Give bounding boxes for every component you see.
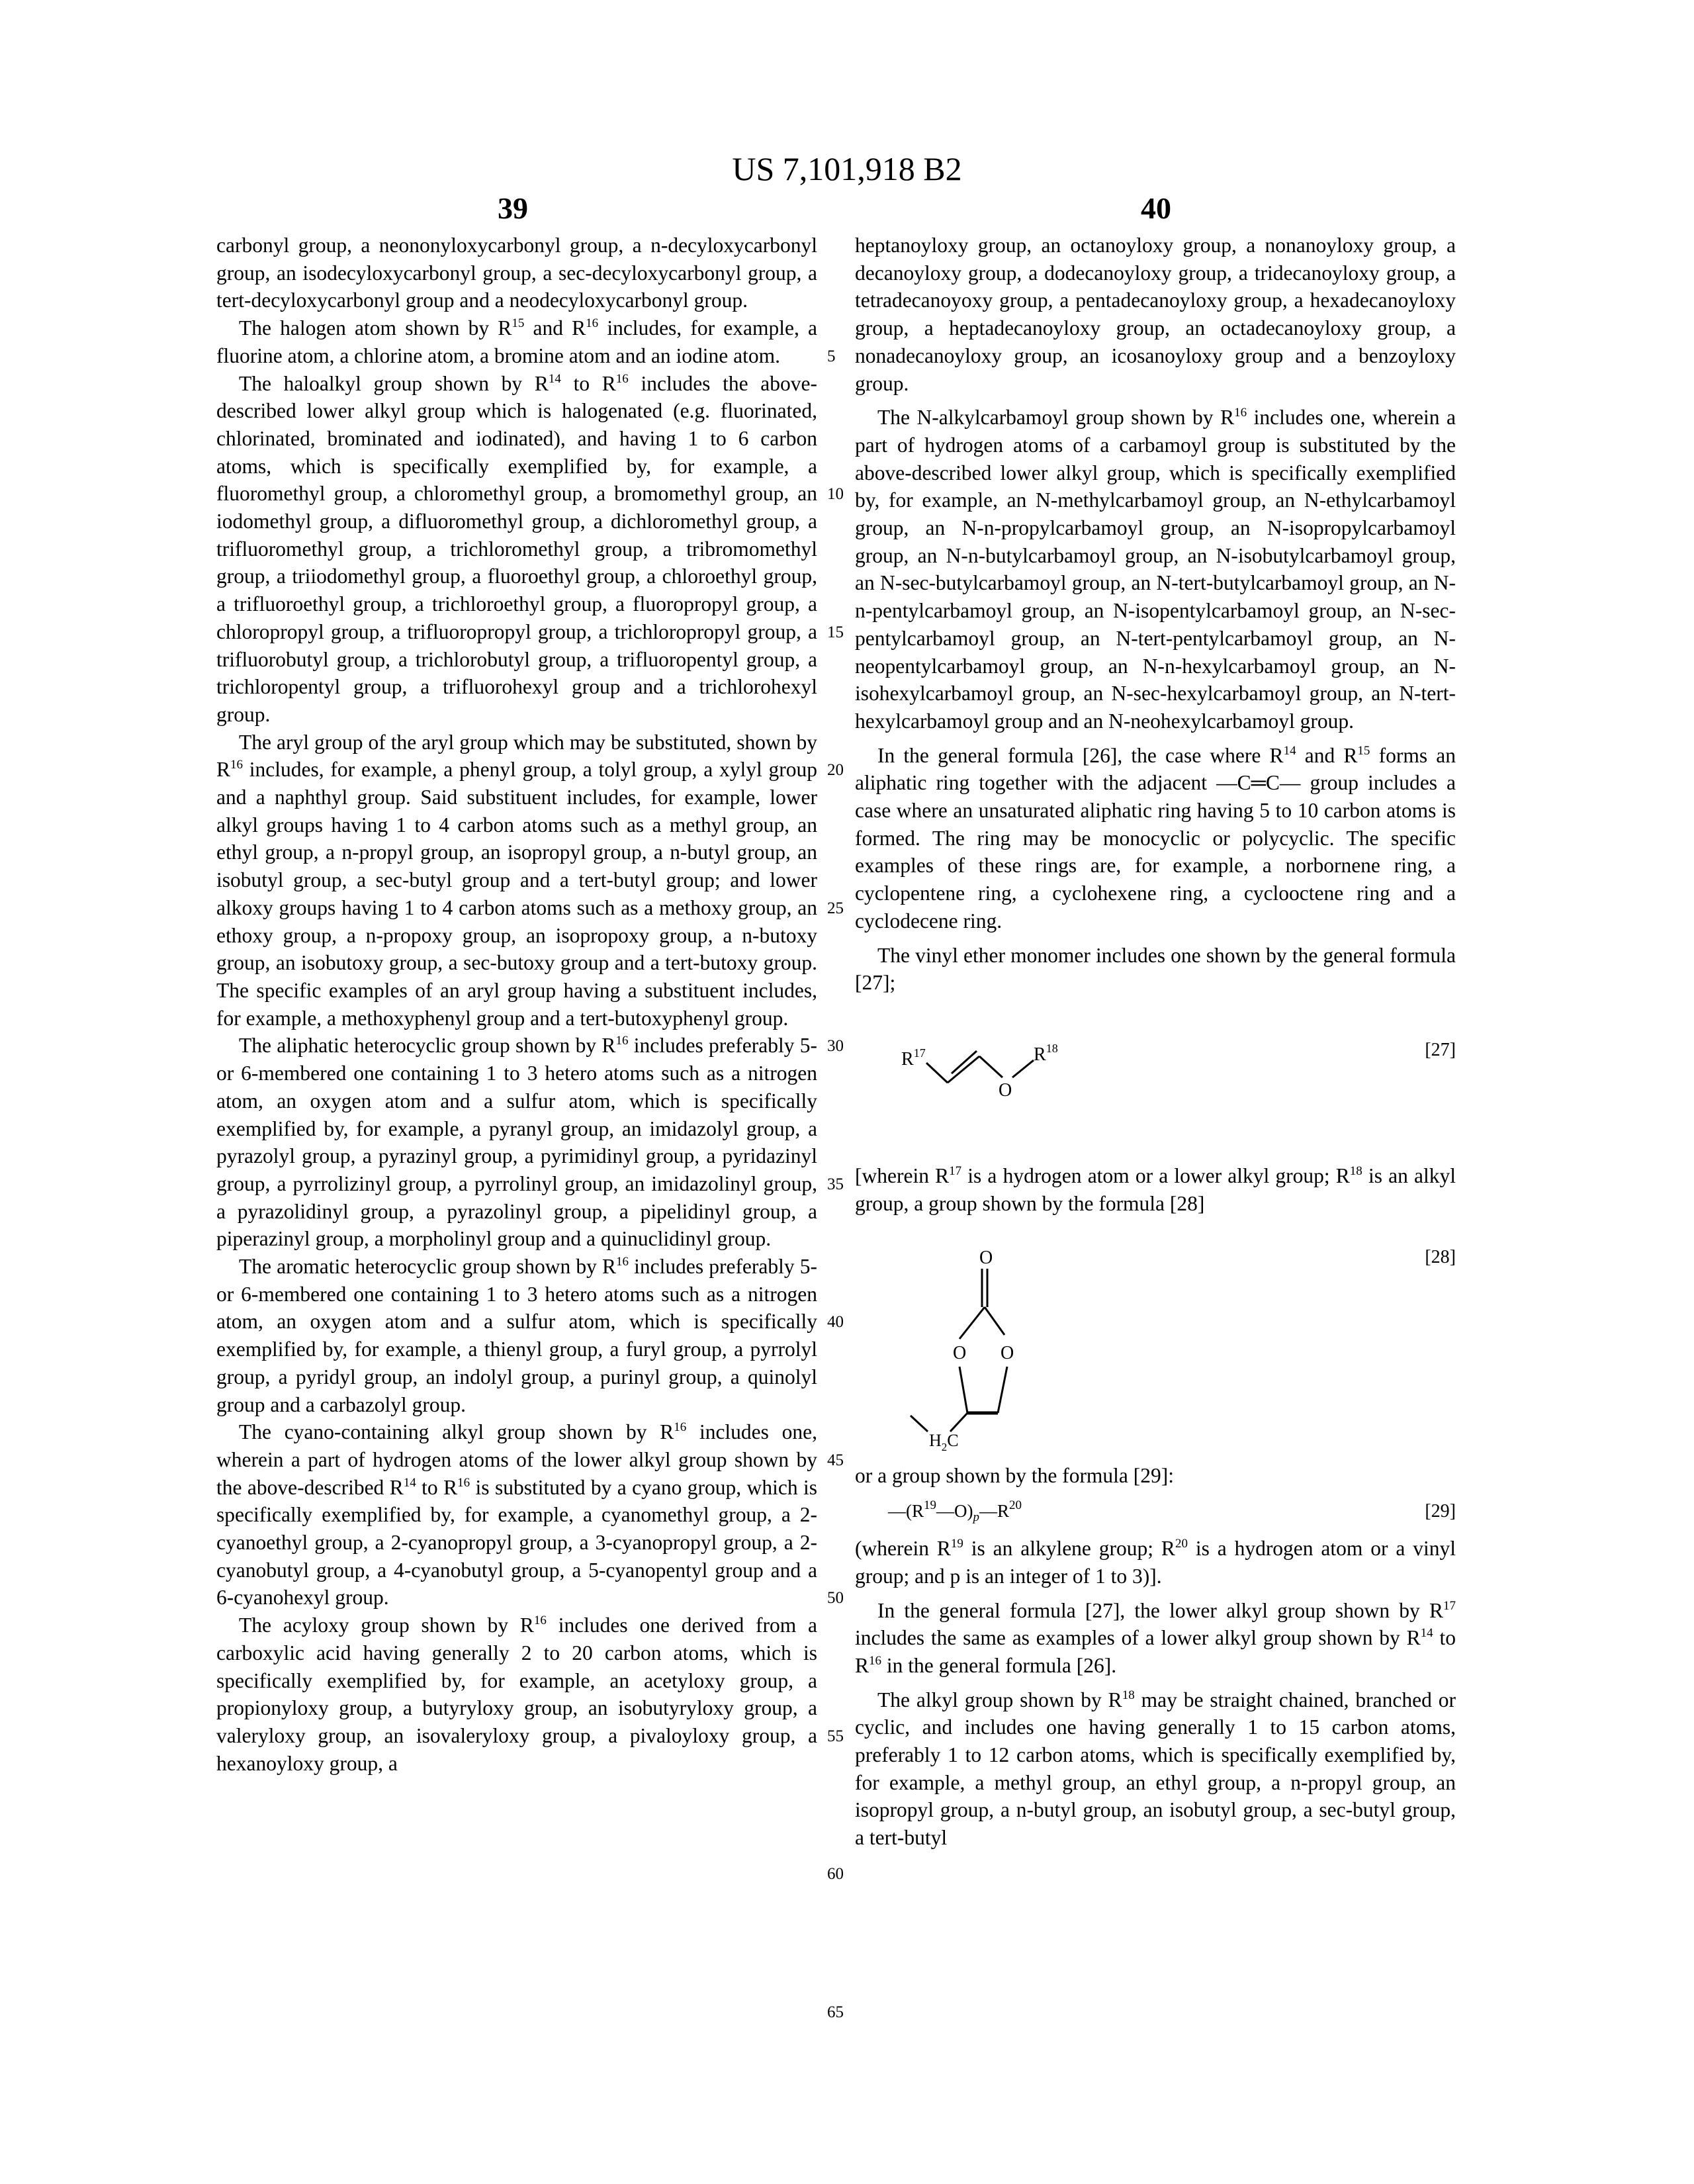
text-run: —(R (888, 1501, 924, 1522)
line-number: 50 (827, 1589, 844, 1608)
superscript: 16 (586, 316, 599, 331)
line-number: 15 (827, 623, 844, 641)
text-run: —O) (936, 1501, 973, 1522)
bond-c2-o (979, 1056, 1003, 1077)
text-run: in the general formula [26]. (881, 1653, 1117, 1677)
formula-29-expression (888, 1498, 1022, 1525)
left-text-column (216, 232, 817, 1777)
text-run: The aliphatic heterocyclic group shown by R (239, 1034, 616, 1058)
cyclic-carbonate-structure (881, 1244, 1159, 1482)
bond-h2c-attachment (911, 1416, 928, 1432)
superscript: 16 (869, 1653, 882, 1668)
bond-c-oright (985, 1307, 1004, 1335)
text-run: (wherein R (855, 1537, 951, 1561)
superscript: 17 (949, 1163, 962, 1178)
right-text-column (855, 232, 1456, 1852)
right-paragraph (855, 942, 1456, 997)
left-paragraph (216, 729, 817, 1032)
superscript: 15 (1357, 743, 1370, 758)
formula-29-label: [29] (1425, 1501, 1456, 1522)
ring-oxygen-left-label: O (953, 1343, 967, 1364)
text-run: to R (416, 1475, 458, 1499)
bond-r17-c1 (926, 1063, 948, 1083)
left-paragraph (216, 232, 817, 314)
oxygen-atom-label: O (999, 1079, 1012, 1101)
superscript: 16 (533, 1614, 547, 1628)
text-run: is a hydrogen atom or a lower alkyl group; R (961, 1163, 1350, 1187)
text-run: The haloalkyl group shown by R (239, 371, 549, 395)
right-paragraph (855, 1686, 1456, 1852)
line-number: 10 (827, 485, 844, 504)
right-paragraph (855, 1597, 1456, 1680)
text-run: The acyloxy group shown by R (239, 1614, 534, 1637)
line-number: 65 (827, 2003, 844, 2021)
superscript: 14 (403, 1475, 416, 1490)
text-run: includes preferably 5- or 6-membered one containing 1 to 3 hetero atoms such as a nitrogen atom, an oxygen atom and a sulfur atom, which is specifically exemplified by, for example, a thienyl group, a furyl group, a pyrrolyl group, a pyridyl group, an indolyl group, a purinyl group, a quinolyl group and a carbazolyl group. (216, 1255, 817, 1416)
superscript: 16 (457, 1475, 470, 1490)
superscript: 18 (1122, 1688, 1135, 1702)
r17-label: $R^{17}$ (901, 1046, 926, 1069)
h2c-label: $H_2C$ (929, 1431, 959, 1454)
text-run: The cyano-containing alkyl group shown by R (239, 1420, 674, 1444)
superscript: 20 (1175, 1537, 1188, 1551)
text-run: heptanoyloxy group, an octanoyloxy group, a nonanoyloxy group, a decanoyloxy group, a dodecanoyloxy group, a tridecanoyloxy group, a tetradecanoyoxy group, a pentadecanoyloxy group, a hexadecanoyloxy group, a heptadecanoyloxy group, an octadecanoyloxy group, a nonadecanoyloxy group, an icosanoyloxy group and a benzoyloxy group. (855, 234, 1456, 395)
paragraph-after-formula-27 (855, 1162, 1456, 1217)
superscript: 14 (548, 371, 561, 386)
formula-28-block (855, 1217, 1456, 1462)
right-paragraphs-before-27 (855, 232, 1456, 997)
right-paragraph (855, 232, 1456, 397)
bond-oleft-ch (959, 1367, 967, 1413)
line-number: 20 (827, 761, 844, 780)
vinyl-ether-structure (895, 1017, 1173, 1149)
line-number: 25 (827, 899, 844, 917)
superscript: 16 (230, 758, 244, 772)
left-paragraph (216, 1418, 817, 1612)
text-run: includes the above-described lower alkyl group which is halogenated (e.g. fluorinated, chlorinated, brominated and iodinated), and having 1 to 6 carbon atoms, which is specifically exemplified by, for example, a fluoromethyl group, a chloromethyl group, a bromomethyl group, an iodomethyl group, a difluoromethyl group, a dichloromethyl group, a trifluoromethyl group, a trichloromethyl group, a tribromomethyl group, a triiodomethyl group, a fluoroethyl group, a chloroethyl group, a trifluoroethyl group, a trichloroethyl group, a fluoropropyl group, a chloropropyl group, a trifluoropropyl group, a trichloropropyl group, a trifluorobutyl group, a trichlorobutyl group, a trifluoropentyl group, a trichloropentyl group, a trifluorohexyl group and a trichlorohexyl group. (216, 371, 817, 726)
text-run: forms an aliphatic ring together with the adjacent —C═C— group includes a case where an unsaturated aliphatic ring having 5 to 10 carbon atoms is formed. The ring may be monocyclic or polycyclic. The specific examples of these rings are, for example, a norbornene ring, a cyclopentene ring, a cyclohexene ring, a cyclooctene ring and a cyclodecene ring. (855, 743, 1456, 933)
text-run: carbonyl group, a neononyloxycarbonyl group, a n-decyloxycarbonyl group, an isodecyloxycarbonyl group, a sec-decyloxycarbonyl group, a tert-decyloxycarbonyl group and a neodecyloxycarbonyl group. (216, 234, 817, 312)
text-run: is an alkyl group, a group shown by the formula [28] (855, 1163, 1456, 1215)
text-run: is an alkylene group; R (963, 1537, 1175, 1561)
text-run: to R (855, 1626, 1456, 1677)
r18-label: $R^{18}$ (1034, 1041, 1058, 1065)
text-run: includes one, wherein a part of hydrogen atoms of the lower alkyl group shown by the above-described R (216, 1420, 817, 1499)
formula-28-label: [28] (1425, 1247, 1456, 1268)
line-number: 5 (827, 347, 836, 365)
line-number: 35 (827, 1175, 844, 1193)
text-run: may be straight chained, branched or cyclic, and includes one having generally 1 to 15 carbon atoms, preferably 1 to 12 carbon atoms, which is specifically exemplified by, for example, a methyl group, an ethyl group, a n-propyl group, an isopropyl group, a n-butyl group, an isobutyl group, a sec-butyl group, a tert-butyl (855, 1688, 1456, 1850)
left-paragraph (216, 370, 817, 729)
text-run: The alkyl group shown by R (877, 1688, 1122, 1711)
right-paragraph (855, 404, 1456, 735)
subscript: p (973, 1510, 979, 1525)
superscript: 16 (674, 1420, 687, 1435)
left-paragraph (216, 1032, 817, 1253)
bond-oright-ch2 (998, 1367, 1007, 1413)
carbonyl-oxygen-label: O (979, 1248, 993, 1269)
double-bond-c1-c2-a (948, 1056, 979, 1083)
right-paragraphs-after-29 (855, 1535, 1456, 1852)
text-run: The vinyl ether monomer includes one shown by the general formula [27]; (855, 943, 1456, 995)
superscript: 14 (1283, 743, 1296, 758)
superscript: 16 (615, 1034, 629, 1048)
text-run: and R (1296, 743, 1358, 767)
right-paragraph (855, 742, 1456, 935)
column-number-left: 39 (498, 191, 528, 225)
text-run: [wherein R (855, 1163, 950, 1187)
text-run: includes the same as examples of a lower alkyl group shown by R (855, 1626, 1421, 1650)
text-run: and R (524, 316, 586, 340)
column-number-right: 40 (1141, 191, 1171, 225)
text-run: includes one derived from a carboxylic acid having generally 2 to 20 carbon atoms, which is specifically exemplified by, for example, an acetyloxy group, a propionyloxy group, a butyryloxy group, an isobutyryloxy group, a valeryloxy group, an isovaleryloxy group, a pivaloyloxy group, a hexanoyloxy group, a (216, 1614, 817, 1775)
line-number-gutter (827, 0, 854, 2184)
text-run: The N-alkylcarbamoyl group shown by R (877, 406, 1235, 430)
superscript: 16 (1234, 406, 1247, 420)
text-run: includes, for example, a fluorine atom, a chlorine atom, a bromine atom and an iodine atom. (216, 316, 817, 367)
superscript: 15 (512, 316, 525, 331)
left-paragraph (216, 314, 817, 369)
superscript: 17 (1443, 1598, 1456, 1613)
text-run: In the general formula [27], the lower alkyl group shown by R (877, 1598, 1443, 1622)
left-paragraph (216, 1253, 817, 1418)
bond-o-r18 (1012, 1060, 1034, 1077)
bond-ch-h2c (950, 1413, 967, 1432)
line-number: 55 (827, 1727, 844, 1745)
text-run: The aromatic heterocyclic group shown by R (239, 1255, 617, 1279)
formula-27-label: [27] (1425, 1039, 1456, 1060)
superscript: 20 (1009, 1498, 1022, 1513)
superscript: 19 (924, 1498, 936, 1513)
text-run: includes one, wherein a part of hydrogen atoms of a carbamoyl group is substituted by the above-described lower alkyl group, which is specifically exemplified by, for example, an N-methylcarbamoyl group, an N-ethylcarbamoyl group, an N-n-propylcarbamoyl group, an N-isopropylcarbamoyl group, an N-n-butylcarbamoyl group, an N-isobutylcarbamoyl group, an N-sec-butylcarbamoyl group, an N-tert-butylcarbamoyl group, an N-n-pentylcarbamoyl group, an N-isopentylcarbamoyl group, an N-sec-pentylcarbamoyl group, an N-tert-pentylcarbamoyl group, an N-neopentylcarbamoyl group, an N-n-hexylcarbamoyl group, an N-isohexylcarbamoyl group, an N-sec-hexylcarbamoyl group, an N-tert-hexylcarbamoyl group and an N-neohexylcarbamoyl group. (855, 406, 1456, 733)
line-number: 45 (827, 1451, 844, 1469)
formula-27-block (855, 997, 1456, 1162)
superscript: 16 (615, 371, 629, 386)
superscript: 16 (616, 1255, 629, 1269)
superscript: 18 (1349, 1163, 1362, 1178)
text-run: In the general formula [26], the case where R (877, 743, 1284, 767)
formula-29-block (855, 1495, 1456, 1535)
line-number: 40 (827, 1313, 844, 1332)
superscript: 19 (950, 1537, 963, 1551)
patent-number-header: US 7,101,918 B2 (732, 150, 962, 187)
line-number: 60 (827, 1865, 844, 1884)
left-paragraph (216, 1612, 817, 1777)
text-run: includes, for example, a phenyl group, a tolyl group, a xylyl group and a naphthyl group. Said substituent includes, for example, lower alkyl groups having 1 to 4 carbon atoms such as a methyl group, an ethyl group, a n-propyl group, an isopropyl group, a n-butyl group, an isobutyl group, a sec-butyl group and a tert-butyl group; and lower alkoxy groups having 1 to 4 carbon atoms such as a methoxy group, an ethoxy group, a n-propoxy group, an isopropoxy group, a n-butoxy group, an isobutoxy group, a sec-butoxy group and a tert-butoxy group. The specific examples of an aryl group having a substituent includes, for example, a methoxyphenyl group and a tert-butoxyphenyl group. (216, 758, 817, 1030)
text-run: is substituted by a cyano group, which is specifically exemplified by, for example, a cyanomethyl group, a 2-cyanoethyl group, a 2-cyanopropyl group, a 3-cyanopropyl group, a 2-cyanobutyl group, a 4-cyanobutyl group, a 5-cyanopentyl group and a 6-cyanohexyl group. (216, 1475, 818, 1610)
line-number: 30 (827, 1037, 844, 1056)
text-run: The halogen atom shown by R (239, 316, 512, 340)
right-paragraph (855, 1535, 1456, 1590)
text-run: to R (560, 371, 616, 395)
superscript: 14 (1420, 1626, 1433, 1641)
text-run: or a group shown by the formula [29]: (855, 1464, 1175, 1488)
text-run: The aryl group of the aryl group which may be substituted, shown by R (216, 730, 817, 782)
text-run: includes preferably 5- or 6-membered one containing 1 to 3 hetero atoms such as a nitrogen atom, an oxygen atom and a sulfur atom, which is specifically exemplified by, for example, a pyranyl group, an imidazolyl group, a pyrazolyl group, a pyrazinyl group, a pyrimidinyl group, a pyridazinyl group, a pyrrolizinyl group, a pyrrolinyl group, an imidazolinyl group, a pyrazolidinyl group, a pyrazolinyl group, a pipelidinyl group, a piperazinyl group, a morpholinyl group and a quinuclidinyl group. (216, 1034, 817, 1251)
ring-oxygen-right-label: O (1001, 1343, 1014, 1364)
bond-c-oleft (959, 1307, 985, 1339)
text-run: is a hydrogen atom or a vinyl group; and p is an integer of 1 to 3)]. (855, 1537, 1456, 1588)
text-run: —R (979, 1501, 1010, 1522)
